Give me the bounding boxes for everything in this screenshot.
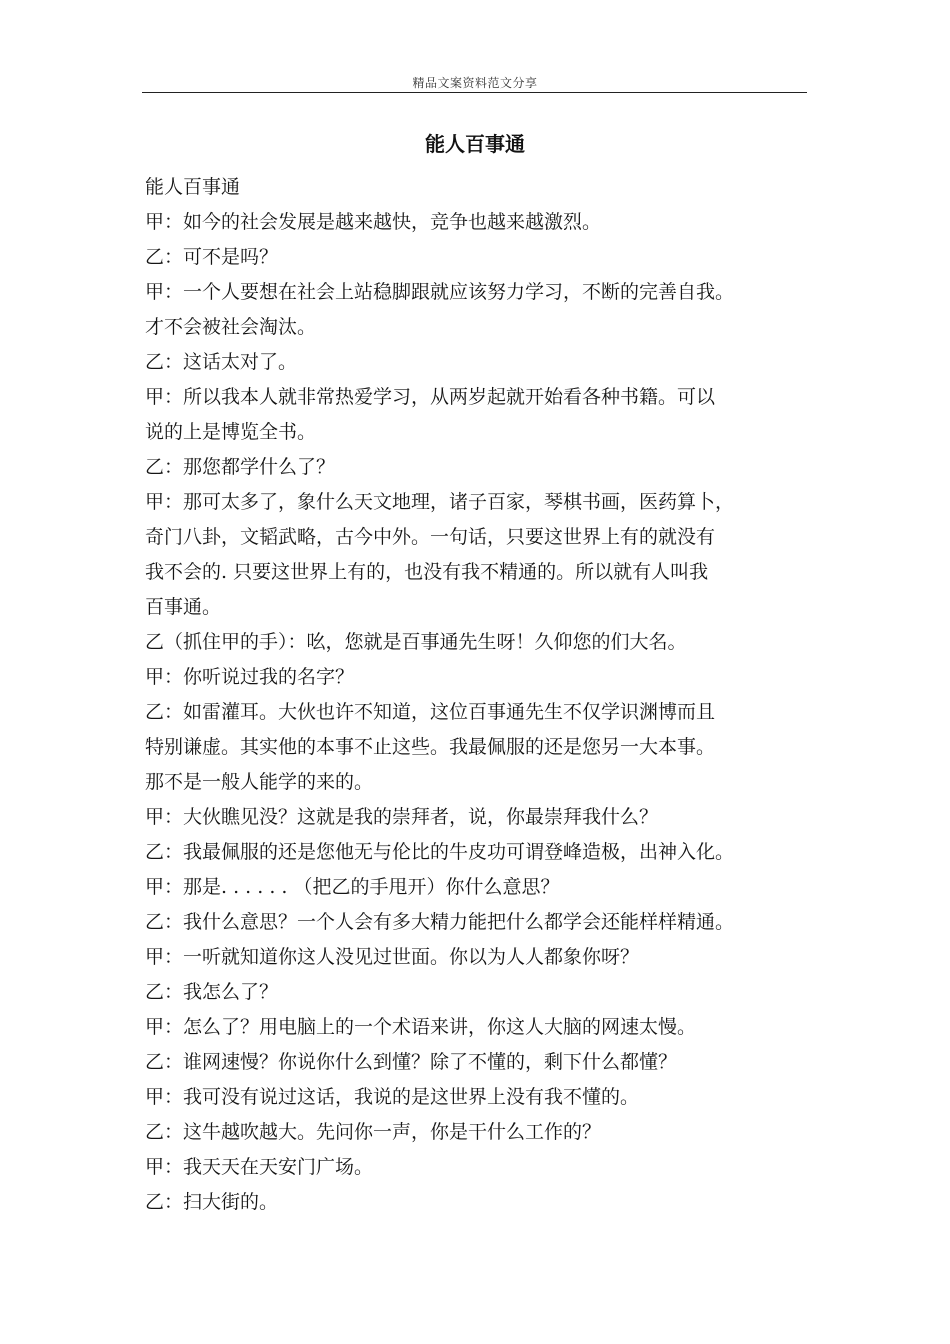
body-line: 乙：这牛越吹越大。先问你一声，你是干什么工作的？ [145, 1121, 602, 1143]
body-line: 乙：那您都学什么了？ [145, 456, 336, 478]
body-line: 能人百事通 [145, 176, 241, 198]
body-line: 乙：我怎么了？ [145, 981, 279, 1003]
body-line: 乙：这话太对了。 [145, 351, 298, 373]
document-title: 能人百事通 [425, 132, 525, 156]
body-line: 甲：所以我本人就非常热爱学习，从两岁起就开始看各种书籍。可以 [145, 386, 716, 408]
body-line: 甲：那是. . . . . . （把乙的手甩开）你什么意思？ [145, 876, 560, 898]
body-line: 乙：扫大街的。 [145, 1191, 279, 1213]
body-line: 奇门八卦，文韬武略，古今中外。一句话，只要这世界上有的就没有 [145, 526, 716, 548]
body-line: 甲：你听说过我的名字？ [145, 666, 355, 688]
body-line: 那不是一般人能学的来的。 [145, 771, 374, 793]
page-header: 精品文案资料范文分享 [412, 76, 538, 90]
body-line: 甲：一听就知道你这人没见过世面。你以为人人都象你呀？ [145, 946, 640, 968]
body-line: 我不会的. 只要这世界上有的，也没有我不精通的。所以就有人叫我 [145, 561, 709, 583]
body-line: 甲：大伙瞧见没？这就是我的崇拜者，说，你最崇拜我什么？ [145, 806, 659, 828]
body-line: 乙：我最佩服的还是您他无与伦比的牛皮功可谓登峰造极，出神入化。 [145, 841, 735, 863]
body-line: 乙：谁网速慢？你说你什么到懂？除了不懂的，剩下什么都懂？ [145, 1051, 678, 1073]
body-line: 乙：我什么意思？一个人会有多大精力能把什么都学会还能样样精通。 [145, 911, 735, 933]
body-line: 甲：我天天在天安门广场。 [145, 1156, 374, 1178]
body-line: 甲：一个人要想在社会上站稳脚跟就应该努力学习，不断的完善自我。 [145, 281, 735, 303]
body-line: 甲：如今的社会发展是越来越快，竞争也越来越激烈。 [145, 211, 602, 233]
body-line: 甲：怎么了？用电脑上的一个术语来讲，你这人大脑的网速太慢。 [145, 1016, 697, 1038]
body-line: 特别谦虚。其实他的本事不止这些。我最佩服的还是您另一大本事。 [145, 736, 716, 758]
body-line: 乙（抓住甲的手）：吆，您就是百事通先生呀！久仰您的们大名。 [145, 631, 687, 653]
body-line: 甲：我可没有说过这话，我说的是这世界上没有我不懂的。 [145, 1086, 640, 1108]
body-line: 甲：那可太多了，象什么天文地理，诸子百家，琴棋书画，医药算卜， [145, 491, 735, 513]
body-line: 乙：如雷灌耳。大伙也许不知道，这位百事通先生不仅学识渊博而且 [145, 701, 716, 723]
body-line: 才不会被社会淘汰。 [145, 316, 317, 338]
header-rule [142, 92, 807, 93]
dialogue-body [145, 170, 817, 1220]
body-line: 说的上是博览全书。 [145, 421, 317, 443]
body-line: 百事通。 [145, 596, 222, 618]
body-line: 乙：可不是吗？ [145, 246, 279, 268]
